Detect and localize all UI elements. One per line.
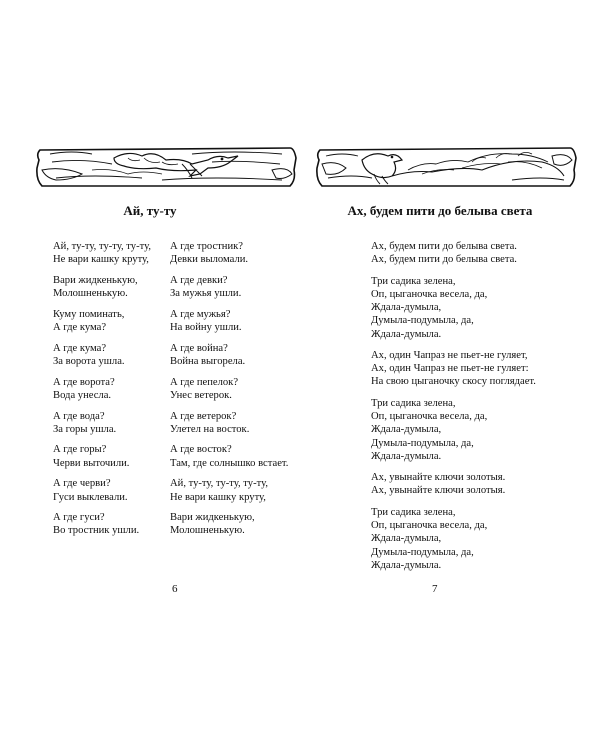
verse-line: Оп, цыганочка весела, да, bbox=[371, 411, 488, 423]
verse-line: Гуси выклевали. bbox=[53, 491, 128, 503]
poem-column-a bbox=[53, 240, 163, 545]
right-page bbox=[300, 0, 600, 750]
verse-line: Ах, один Чапраз не пьет-не гуляет: bbox=[371, 363, 529, 375]
stanza bbox=[53, 410, 163, 436]
verse-line: Ах, увынайте ключи золотыя. bbox=[371, 485, 506, 497]
verse-line: На войну ушли. bbox=[170, 322, 242, 334]
stanza bbox=[53, 511, 163, 537]
verse-line: Ждала-думыла, bbox=[371, 533, 442, 545]
verse-line: За горы ушла. bbox=[53, 423, 117, 435]
verse-line: Ждала-думыла. bbox=[371, 328, 442, 340]
verse-line: Черви выточили. bbox=[53, 457, 130, 469]
verse-line: А где ветерок? bbox=[170, 410, 237, 422]
stanza bbox=[371, 240, 581, 266]
verse-line: Вода унесла. bbox=[53, 389, 112, 401]
stanza bbox=[371, 349, 581, 389]
verse-line: Не вари кашку круту, bbox=[53, 254, 149, 266]
stanza bbox=[170, 308, 290, 334]
verse-line: Три садика зелена, bbox=[371, 397, 456, 409]
stanza bbox=[53, 477, 163, 503]
verse-line: А где кума? bbox=[53, 342, 107, 354]
verse-line: Ах, будем пити до белыва света. bbox=[371, 241, 517, 252]
verse-line: Молошненькую. bbox=[53, 288, 128, 300]
verse-line: Вари жидкенькую, bbox=[170, 512, 255, 524]
stanza bbox=[53, 376, 163, 402]
page-title: Ах, будем пити до белыва света bbox=[347, 203, 533, 218]
verse-line: Улетел на восток. bbox=[170, 423, 250, 435]
verse-line: А где горы? bbox=[53, 444, 107, 456]
verse-line: А где восток? bbox=[170, 444, 232, 456]
stanza bbox=[53, 274, 163, 300]
verse-line: Девки выломали. bbox=[170, 254, 249, 266]
verse-line: А где ворота? bbox=[53, 376, 115, 388]
verse-line: А где война? bbox=[170, 342, 228, 354]
verse-line: Ждала-думыла. bbox=[371, 450, 442, 462]
stanza bbox=[170, 410, 290, 436]
verse-line: Ждала-думыла, bbox=[371, 424, 442, 436]
verse-line: А где вода? bbox=[53, 410, 105, 422]
stanza bbox=[371, 275, 581, 341]
verse-line: Ай, ту-ту, ту-ту, ту-ту, bbox=[170, 478, 268, 490]
verse-line: А где кума? bbox=[53, 322, 107, 334]
verse-line: Там, где солнышко встает. bbox=[170, 457, 289, 469]
bird-on-plank-icon bbox=[32, 140, 300, 192]
verse-line: Ждала-думыла. bbox=[371, 559, 442, 571]
verse-line: Куму поминать, bbox=[53, 308, 125, 320]
verse-line: Ах, увынайте ключи золотыя. bbox=[371, 472, 506, 484]
verse-line: Думыла-подумыла, да, bbox=[371, 315, 474, 327]
stanza bbox=[170, 477, 290, 503]
stanza bbox=[53, 342, 163, 368]
stanza bbox=[170, 376, 290, 402]
verse-line: Ждала-думыла, bbox=[371, 302, 442, 314]
verse-line: Унес ветерок. bbox=[170, 389, 232, 401]
verse-line: Ах, будем пити до белыва света. bbox=[371, 254, 517, 266]
verse-line: А где гуси? bbox=[53, 512, 105, 524]
stanza bbox=[53, 308, 163, 334]
stanza bbox=[170, 443, 290, 469]
verse-line: За ворота ушла. bbox=[53, 355, 125, 367]
verse-line: А где пепелок? bbox=[170, 376, 239, 388]
stanza bbox=[371, 506, 581, 572]
verse-line: Оп, цыганочка весела, да, bbox=[371, 520, 488, 532]
verse-line: А где мужья? bbox=[170, 308, 231, 320]
verse-line: А где черви? bbox=[53, 478, 111, 490]
verse-line: Ай, ту-ту, ту-ту, ту-ту, bbox=[53, 241, 151, 252]
stanza bbox=[53, 443, 163, 469]
stanza bbox=[53, 240, 163, 266]
page-number: 7 bbox=[432, 583, 438, 595]
verse-line: Думыла-подумыла, да, bbox=[371, 546, 474, 558]
verse-line: Три садика зелена, bbox=[371, 275, 456, 287]
verse-line: Ах, один Чапраз не пьет-не гуляет, bbox=[371, 350, 528, 362]
stanza bbox=[170, 274, 290, 300]
verse-line: Молошненькую. bbox=[170, 525, 245, 537]
verse-line: Не вари кашку круту, bbox=[170, 491, 266, 503]
verse-line: А где тростник? bbox=[170, 241, 243, 252]
verse-line: На свою цыганочку скосу поглядает. bbox=[371, 376, 536, 388]
verse-line: Оп, цыганочка весела, да, bbox=[371, 288, 488, 300]
stanza bbox=[170, 511, 290, 537]
stanza bbox=[170, 240, 290, 266]
stanza bbox=[170, 342, 290, 368]
verse-line: За мужья ушли. bbox=[170, 288, 242, 300]
verse-line: Думыла-подумыла, да, bbox=[371, 437, 474, 449]
page-number: 6 bbox=[172, 583, 178, 595]
page-title: Ай, ту-ту bbox=[123, 203, 177, 218]
verse-line: Вари жидкенькую, bbox=[53, 274, 138, 286]
poem-column-b bbox=[170, 240, 290, 545]
firebird-on-plank-icon bbox=[312, 140, 580, 192]
verse-line: Во тростник ушли. bbox=[53, 525, 140, 537]
verse-line: А где девки? bbox=[170, 274, 228, 286]
verse-line: Война выгорела. bbox=[170, 355, 246, 367]
poem-column bbox=[371, 240, 581, 580]
stanza bbox=[371, 471, 581, 497]
verse-line: Три садика зелена, bbox=[371, 506, 456, 518]
stanza bbox=[371, 397, 581, 463]
